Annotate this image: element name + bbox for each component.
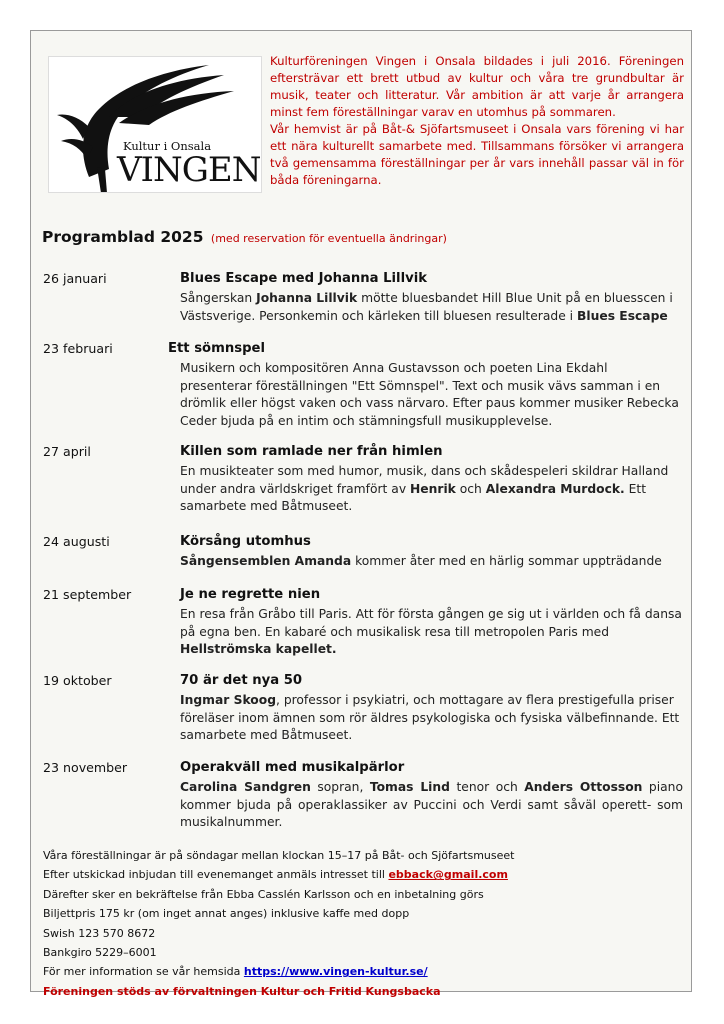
email-link[interactable]: ebback@gmail.com <box>388 868 508 882</box>
event-date: 24 augusti <box>43 534 110 549</box>
event-title: Killen som ramlade ner från himlen <box>180 444 443 459</box>
desc-text: och <box>455 481 486 496</box>
desc-bold: Anders Ottosson <box>524 780 643 794</box>
info-line: Våra föreställningar är på söndagar mellan klockan 15–17 på Båt- och Sjöfartsmuseet <box>43 849 515 862</box>
info-line <box>43 962 663 981</box>
event-description <box>180 692 683 745</box>
desc-text: En musikteater som med humor, musik, dans och skådespeleri skildrar Halland under andra världskriget framfört av <box>180 464 669 496</box>
event-title: 70 är det nya 50 <box>180 673 303 688</box>
event-title: Je ne regrette nien <box>180 587 321 602</box>
desc-bold: Ingmar Skoog <box>180 693 276 707</box>
intro-paragraph-2: Vår hemvist är på Båt-& Sjöfartsmuseet i Onsala vars förening vi har ett nära kulturellt samarbete med. Tillsammans försöker vi arrangera två gemensamma föreställningar per år vars innehåll passar väl in för båda föreningarna. <box>270 122 684 187</box>
info-line: Bankgiro 5229–6001 <box>43 946 157 960</box>
event-description <box>180 606 683 659</box>
desc-bold: Blues Escape <box>577 308 668 323</box>
event-title: Operakväll med musikalpärlor <box>180 760 405 775</box>
logo-subtitle: Kultur i Onsala <box>123 139 212 153</box>
logo-name: VINGEN <box>117 150 261 190</box>
vingen-logo <box>48 56 262 193</box>
desc-bold: Henrik <box>410 481 456 496</box>
intro-paragraph-1: Kulturföreningen Vingen i Onsala bildades i juli 2016. Föreningen eftersträvar ett brett utbud av kultur och våra tre grundbultar är musik, teater och litteratur. Vår ambition är att varje år arrangera minst fem föreställningar varav en utomhus på sommaren. <box>270 54 684 119</box>
info-line: Därefter sker en bekräftelse från Ebba Casslén Karlsson och en inbetalning görs <box>43 887 484 901</box>
desc-bold: Johanna Lillvik <box>256 291 358 305</box>
event-description <box>180 553 683 571</box>
desc-text: En resa från Gråbo till Paris. Att för första gången ge sig ut i världen och få dansa på egna ben. En kabaré och musikalisk resa till metropolen Paris med <box>180 607 682 639</box>
info-section <box>43 846 663 1001</box>
desc-bold: Alexandra Murdock. <box>485 481 625 496</box>
event-date: 27 april <box>43 444 91 459</box>
event-description <box>180 779 683 832</box>
desc-text: sopran, <box>310 780 370 794</box>
desc-text: Musikern och kompositören Anna Gustavsson och poeten Lina Ekdahl presenterar föreställningen "Ett Sömnspel". Text och musik vävs samman i en drömlik eller högst vaken och vass närvaro. Efter paus kommer musiker Rebecka Ceder bjuda på en intim och stämningsfull musikupplevelse. <box>180 361 679 428</box>
event-description <box>180 463 683 516</box>
info-line: Biljettpris 175 kr (om inget annat anges) inklusive kaffe med dopp <box>43 907 410 921</box>
program-heading <box>42 228 447 246</box>
support-note: Föreningen stöds av förvaltningen Kultur och Fritid Kungsbacka <box>43 984 441 998</box>
program-title: Programblad 2025 <box>42 228 204 246</box>
desc-bold: Hellströmska kapellet. <box>180 642 337 656</box>
event-date: 19 oktober <box>43 673 112 688</box>
desc-text: , professor i psykiatri, och mottagare av flera prestigefulla priser föreläser inom ämnen som rör äldres psykologiska och fysiska välbefinnande. Ett samarbete med Båtmuseet. <box>180 693 680 742</box>
info-text: För mer information se vår hemsida <box>43 965 244 979</box>
event-date: 26 januari <box>43 271 107 286</box>
desc-text: piano kommer bjuda på operaklassiker av Puccini och Verdi samt såväl operett- som musikalnummer. <box>180 780 683 829</box>
event-title: Körsång utomhus <box>180 534 311 549</box>
desc-text: kommer åter med en härlig sommar uppträdande <box>351 554 662 568</box>
event-description <box>180 360 683 430</box>
desc-text: mötte bluesbandet Hill Blue Unit på en bluesscen i Västsverige. Personkemin och kärleken till bluesen resulterade i <box>180 291 673 323</box>
desc-bold: Tomas Lind <box>369 780 450 794</box>
event-date: 21 september <box>43 587 132 602</box>
event-title: Blues Escape med Johanna Lillvik <box>180 271 427 286</box>
info-text: Efter utskickad inbjudan till evenemanget anmäls intresset till <box>43 868 389 882</box>
intro-text <box>270 53 684 189</box>
website-link[interactable]: https://www.vingen-kultur.se/ <box>243 965 428 979</box>
desc-bold: Carolina Sandgren <box>180 780 311 794</box>
event-date: 23 februari <box>43 341 113 356</box>
desc-text: tenor och <box>449 780 525 794</box>
event-description <box>180 290 683 325</box>
event-title: Ett sömnspel <box>168 341 266 356</box>
desc-text: Sångerskan <box>180 291 257 305</box>
program-note: (med reservation för eventuella ändringar) <box>210 232 447 245</box>
info-line: Swish 123 570 8672 <box>43 926 156 940</box>
desc-bold: Sångensemblen Amanda <box>180 554 352 568</box>
info-line <box>43 865 663 884</box>
desc-text: Ett samarbete med Båtmuseet. <box>180 481 647 513</box>
event-date: 23 november <box>43 760 128 775</box>
